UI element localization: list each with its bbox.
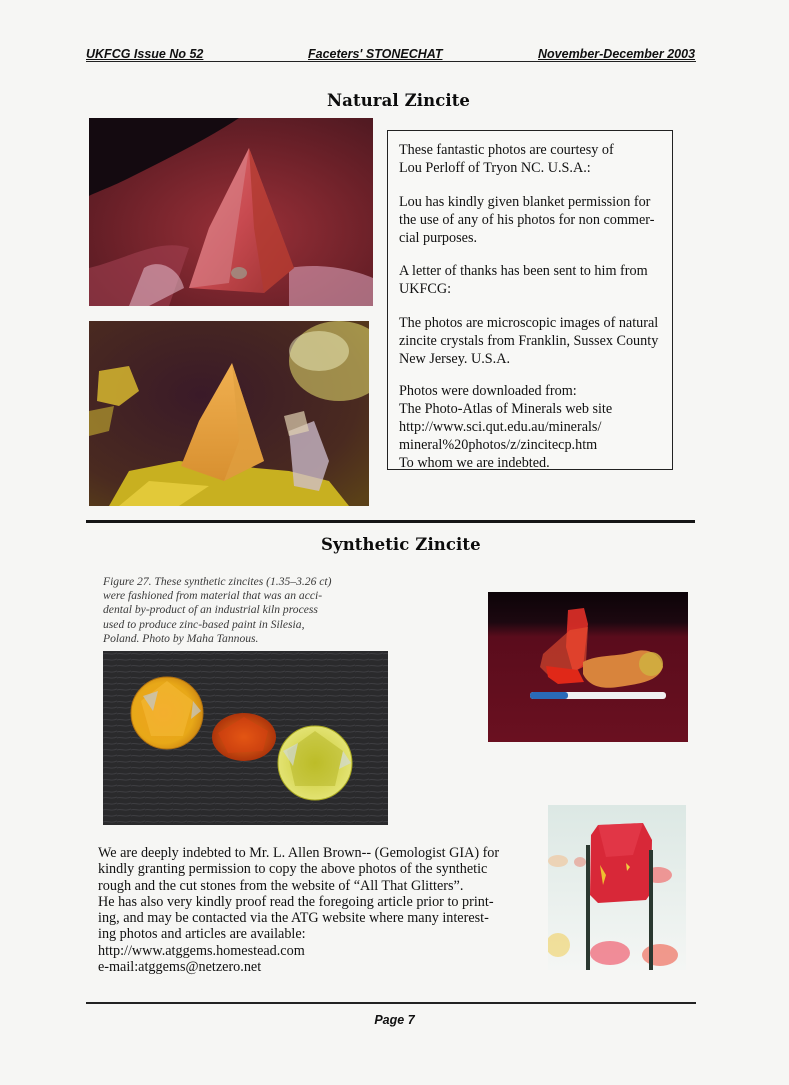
text-line: ing photos and articles are available: <box>98 926 306 943</box>
text-line: A letter of thanks has been sent to him from <box>399 263 648 279</box>
caption-line: Figure 27. These synthetic zincites (1.35–3.26 ct) <box>103 575 332 588</box>
caption-line: Poland. Photo by Maha Tannous. <box>103 631 259 645</box>
page-number: Page 7 <box>374 1013 415 1027</box>
credits-paragraph-2 <box>399 193 670 247</box>
credits-paragraph-5 <box>399 382 670 472</box>
red-crystal-image <box>89 118 373 306</box>
footer-divider <box>86 1002 696 1004</box>
text-line: We are deeply indebted to Mr. L. Allen Brown-- (Gemologist GIA) for <box>98 845 500 861</box>
issue-date: November-December 2003 <box>538 47 696 61</box>
figure-caption <box>103 575 383 646</box>
acknowledgement-text <box>98 845 538 975</box>
red-gem-in-tweezers-image <box>548 805 686 970</box>
credits-paragraph-1 <box>399 141 670 177</box>
caption-line: used to produce zinc-based paint in Silesia, <box>103 617 305 631</box>
caption-line: dental by-product of an industrial kiln process <box>103 603 318 617</box>
text-line: cial purposes. <box>399 230 478 246</box>
cut-zincites-image <box>103 651 388 825</box>
header-divider <box>86 61 696 62</box>
text-line: zincite crystals from Franklin, Sussex County <box>399 333 659 349</box>
text-line: Lou has kindly given blanket permission for <box>399 194 651 210</box>
text-line: ing, and may be contacted via the ATG website where many interest- <box>98 910 489 927</box>
issue-number: UKFCG Issue No 52 <box>86 47 204 61</box>
text-line: These fantastic photos are courtesy of <box>399 142 614 158</box>
source-url-line-1[interactable]: http://www.sci.qut.edu.au/minerals/ <box>399 419 602 435</box>
atg-website-link[interactable]: http://www.atggems.homestead.com <box>98 942 305 959</box>
text-line: To whom we are indebted. <box>399 455 550 471</box>
atg-email-link[interactable]: e-mail:atggems@netzero.net <box>98 959 262 976</box>
text-line: Lou Perloff of Tryon NC. U.S.A.: <box>399 160 591 176</box>
natural-zincite-title: Natural Zincite <box>327 91 471 110</box>
natural-zincite-photo-red <box>89 118 373 306</box>
yellow-crystal-image <box>89 321 369 506</box>
text-line: New Jersey. U.S.A. <box>399 351 510 367</box>
natural-zincite-photo-yellow <box>89 321 369 506</box>
synthetic-zincite-title: Synthetic Zincite <box>321 535 481 554</box>
rough-zincite-photo <box>488 592 688 742</box>
publication-title: Faceters' STONECHAT <box>308 47 443 61</box>
source-url-line-2[interactable]: mineral%20photos/z/zincitecp.htm <box>399 437 598 453</box>
text-line: UKFCG: <box>399 281 452 297</box>
text-line: The Photo-Atlas of Minerals web site <box>399 401 613 417</box>
caption-line: were fashioned from material that was an acci- <box>103 589 323 603</box>
cut-stones-photo <box>103 651 388 825</box>
text-line: rough and the cut stones from the website of “All That Glitters”. <box>98 877 464 894</box>
text-line: Photos were downloaded from: <box>399 383 577 399</box>
credits-paragraph-4 <box>399 314 670 368</box>
text-line: He has also very kindly proof read the foregoing article prior to print- <box>98 893 494 910</box>
text-line: The photos are microscopic images of natural <box>399 315 659 331</box>
rough-zincite-image <box>488 592 688 742</box>
credits-paragraph-3 <box>399 262 670 298</box>
section-divider <box>86 520 695 523</box>
text-line: kindly granting permission to copy the above photos of the synthetic <box>98 861 488 878</box>
cut-gem-tweezers-photo <box>548 805 686 970</box>
credits-textbox <box>387 130 673 470</box>
text-line: the use of any of his photos for non commer- <box>399 212 655 228</box>
